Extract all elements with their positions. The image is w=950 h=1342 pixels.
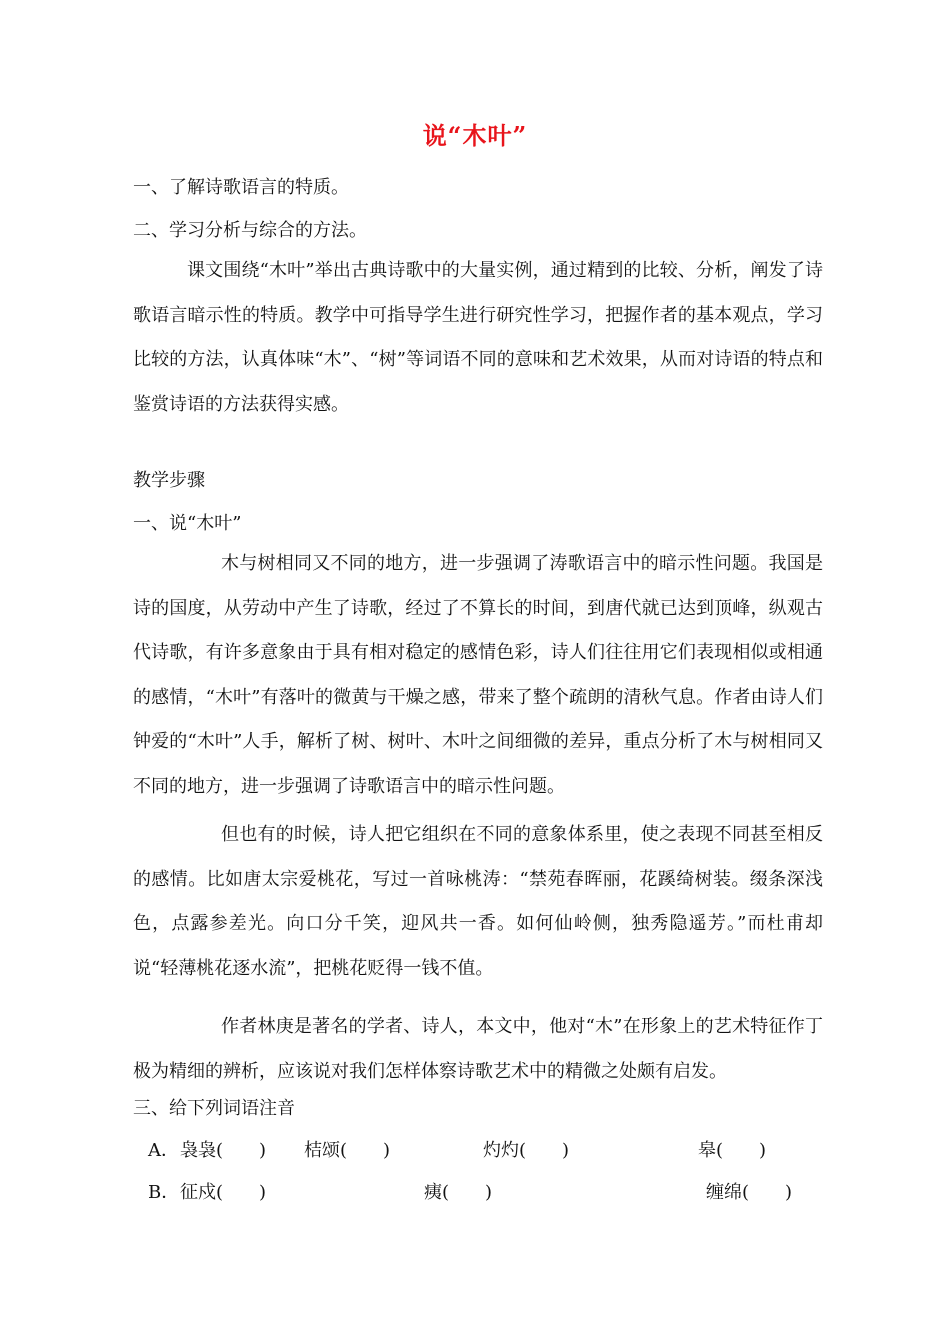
exercise-item: 桔颂( ): [304, 1140, 391, 1161]
document-title: 说“木叶”: [422, 121, 528, 150]
section1-paragraph-2: 但也有的时候，诗人把它组织在不同的意象体系里，使之表现不同甚至相反的感情。比如唐太宗爱桃花，写过一首咏桃涛：“禁苑春晖丽，花蹊绮树装。缀条深浅色，点露参差光。向口分千笑，迎风共一香。如何仙岭侧，独秀隐遥芳。”而杜甫却说“轻薄桃花逐水流”，把桃花贬得一钱不值。: [133, 824, 823, 979]
objective-1: 一、了解诗歌语言的特质。: [133, 177, 349, 198]
exercise-item: 袅袅( ): [180, 1140, 267, 1161]
exercise-row-label: B．: [148, 1182, 180, 1203]
section1-paragraph-1: 木与树相同又不同的地方，进一步强调了涛歌语言中的暗示性问题。我国是诗的国度，从劳动中产生了诗歌，经过了不算长的时间，到唐代就已达到顶峰，纵观古代诗歌，有许多意象由于具有相对稳定的感情色彩，诗人们往往用它们表现相似或相通的感情，“木叶”有落叶的微黄与干燥之感，带来了整个疏朗的清秋气息。作者由诗人们钟爱的“木叶”人手，解析了树、树叶、木叶之间细微的差异，重点分析了木与树相同又不同的地方，进一步强调了诗歌语言中的暗示性问题。: [133, 553, 823, 797]
exercise-item: 征戍( ): [180, 1182, 267, 1203]
section1-paragraph-3: 作者林庚是著名的学者、诗人，本文中，他对“木”在形象上的艺术特征作丁极为精细的辨析，应该说对我们怎样体察诗歌艺术中的精微之处颇有启发。: [133, 1016, 823, 1082]
section3-heading: 三、给下列词语注音: [133, 1098, 295, 1119]
intro-paragraph: 课文围绕“木叶”举出古典诗歌中的大量实例，通过精到的比较、分析，阐发了诗歌语言暗示性的特质。教学中可指导学生进行研究性学习，把握作者的基本观点，学习比较的方法，认真体味“木”、“树”等词语不同的意味和艺术效果，从而对诗语的特点和鉴赏诗语的方法获得实感。: [133, 260, 823, 415]
steps-heading: 教学步骤: [133, 470, 205, 491]
objective-2: 二、学习分析与综合的方法。: [133, 220, 367, 241]
exercise-item: 缠绵( ): [706, 1182, 793, 1203]
exercise-item: 灼灼( ): [483, 1140, 570, 1161]
exercise-item: 痍( ): [424, 1182, 493, 1203]
section1-heading: 一、说“木叶”: [133, 513, 242, 534]
exercise-item: 皋( ): [698, 1140, 767, 1161]
exercise-row-label: A．: [148, 1140, 179, 1161]
